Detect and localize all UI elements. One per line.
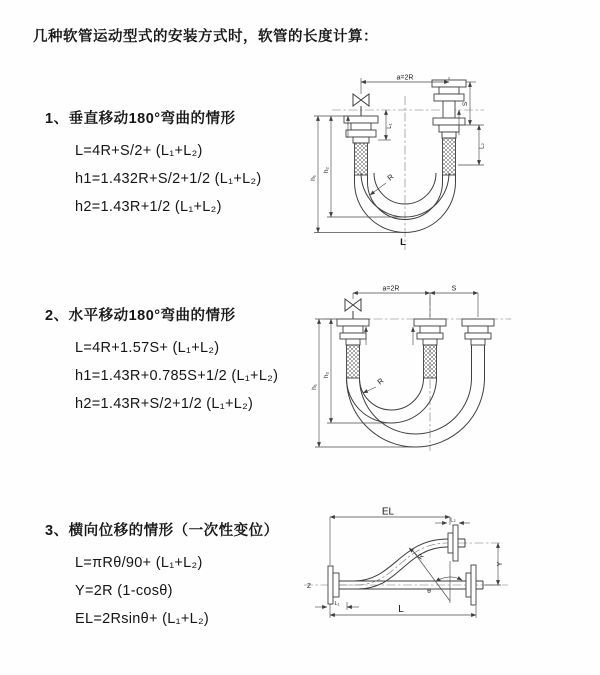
diagram-1-drawing	[306, 70, 530, 260]
dim-label-h2: h₂	[323, 371, 330, 379]
right-flange-fitting	[432, 80, 466, 175]
left-flange-fitting	[328, 566, 339, 604]
radius-label: R	[416, 552, 426, 562]
angle-annotation	[427, 577, 462, 595]
left-flange-fitting	[337, 319, 369, 378]
radius-label: R	[385, 172, 396, 183]
angle-label: θ	[427, 588, 431, 595]
radius-leader	[409, 548, 426, 561]
page-title: 几种软管运动型式的安装方式时，软管的长度计算：	[33, 29, 378, 45]
dimension-l1	[315, 601, 359, 610]
section-2-formulas	[75, 334, 278, 418]
dim-label-h1: h₁	[311, 384, 318, 390]
diagram-2-drawing	[306, 283, 546, 463]
right-flange-fitting	[462, 319, 494, 378]
dim-label-a2r: a=2R	[396, 74, 414, 82]
formula-el: EL=2Rsinθ+ (L₁+L₂)	[75, 611, 210, 627]
dimension-a-2r	[353, 286, 430, 318]
formula-y: Y=2R (1-cosθ)	[75, 583, 173, 599]
formula-h2: h2=1.43R+S/2+1/2 (L₁+L₂)	[75, 396, 254, 412]
dim-label-l2: L₂	[479, 143, 486, 149]
dimension-s	[430, 286, 478, 318]
diagram-vertical-180-bend	[306, 70, 530, 265]
dimension-l1	[378, 110, 393, 140]
middle-flange-fitting	[414, 319, 446, 378]
dim-label-l: L	[398, 604, 404, 615]
formula-h1: h1=1.43R+0.785S+1/2 (L₁+L₂)	[75, 368, 279, 384]
dim-label-h2: h₂	[323, 166, 330, 174]
diagram-lateral-displacement	[298, 503, 584, 653]
dim-label-h1: h₁	[310, 175, 317, 181]
hose-u-bend-positions	[347, 378, 485, 447]
diagram-3-drawing	[298, 503, 584, 648]
dim-label-y: Y	[497, 561, 504, 567]
radius-label: R	[375, 376, 386, 387]
section-3-heading: 3、横向位移的情形（一次性变位）	[45, 523, 279, 539]
section-2-heading: 2、水平移动180°弯曲的情形	[45, 308, 236, 324]
dim-label-s: S	[451, 285, 457, 293]
dimension-y	[484, 543, 504, 585]
axis-mark: Z	[307, 583, 311, 590]
dimension-l2	[458, 125, 486, 165]
dimension-l	[330, 604, 476, 618]
section-1-formulas	[75, 137, 262, 221]
dim-label-s: S	[462, 101, 469, 107]
valve-icon	[345, 299, 361, 319]
diagram-horizontal-180-bend	[306, 283, 546, 468]
formula-h2: h2=1.43R+1/2 (L₁+L₂)	[75, 199, 222, 215]
formula-l: L=πRθ/90+ (L₁+L₂)	[75, 555, 203, 571]
length-label: L	[400, 237, 406, 248]
section-lateral-displacement	[45, 519, 279, 633]
section-horizontal-movement	[45, 304, 278, 418]
dimension-el	[330, 507, 450, 566]
formula-h1: h1=1.432R+S/2+1/2 (L₁+L₂)	[75, 171, 262, 187]
right-flange-fitting	[466, 565, 483, 605]
dim-label-l2: L₂	[450, 517, 456, 524]
left-flange-fitting	[344, 116, 378, 175]
section-1-heading: 1、垂直移动180°弯曲的情形	[45, 111, 236, 127]
valve-icon	[353, 94, 369, 116]
dim-label-l1: L₁	[334, 601, 340, 607]
radius-leader	[363, 376, 386, 393]
dim-label-l1: L₁	[387, 123, 393, 129]
dim-label-el: EL	[381, 506, 395, 518]
formula-l: L=4R+1.57S+ (L₁+L₂)	[75, 340, 220, 356]
section-3-formulas	[75, 549, 279, 633]
section-vertical-movement	[45, 107, 262, 221]
formula-l: L=4R+S/2+ (L₁+L₂)	[75, 143, 203, 159]
dim-label-a2r: a=2R	[382, 285, 400, 293]
dimension-l2	[435, 518, 470, 524]
